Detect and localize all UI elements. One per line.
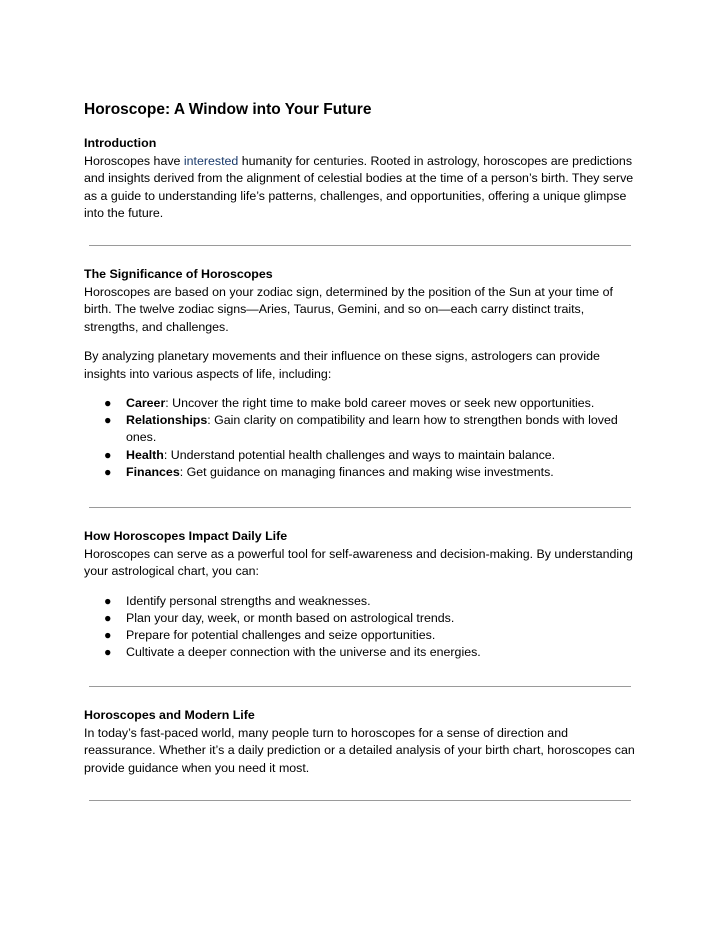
interested-link[interactable]: interested — [183, 153, 239, 168]
horizontal-divider — [89, 245, 631, 246]
item-desc: : Gain clarity on compatibility and learn how to strengthen bonds with loved ones. — [126, 413, 618, 445]
horizontal-divider — [89, 507, 631, 508]
bullet-icon: ● — [104, 645, 112, 660]
section-heading: Horoscopes and Modern Life — [84, 708, 255, 722]
item-text: Prepare for potential challenges and seize opportunities. — [126, 627, 436, 642]
bullet-icon: ● — [104, 627, 112, 642]
section-introduction — [84, 135, 640, 223]
item-text: Cultivate a deeper connection with the universe and its energies. — [126, 645, 481, 660]
bullet-icon: ● — [104, 610, 112, 625]
section-daily-life — [84, 528, 640, 661]
paragraph: Horoscopes are based on your zodiac sign, determined by the position of the Sun at your time of birth. The twelve zodiac signs—Aries, Taurus, Gemini, and so on—each carry distinct traits, strengths, and challenges. — [84, 284, 613, 334]
list-item — [84, 593, 640, 610]
intro-paragraph — [84, 153, 640, 223]
bullet-icon: ● — [104, 396, 112, 410]
list-item — [84, 644, 640, 661]
list-item — [84, 412, 640, 446]
bullet-icon: ● — [104, 464, 112, 479]
section-heading: How Horoscopes Impact Daily Life — [84, 529, 288, 543]
item-term: Health — [126, 447, 164, 462]
item-desc: : Get guidance on managing finances and making wise investments. — [179, 464, 554, 479]
item-desc: : Uncover the right time to make bold career moves or seek new opportunities. — [165, 396, 595, 410]
section-heading: The Significance of Horoscopes — [84, 267, 273, 281]
list-item — [84, 395, 640, 412]
bullet-icon: ● — [104, 447, 112, 462]
item-term: Relationships — [126, 413, 208, 428]
item-term: Career — [126, 396, 166, 410]
section-significance — [84, 266, 640, 481]
bullet-list — [84, 593, 640, 662]
item-text: Identify personal strengths and weaknesses. — [126, 593, 371, 608]
bullet-icon: ● — [104, 413, 112, 428]
item-term: Finances — [126, 464, 180, 479]
item-text: Plan your day, week, or month based on astrological trends. — [126, 610, 455, 625]
section-heading: Introduction — [84, 136, 157, 150]
horizontal-divider — [89, 686, 631, 687]
item-desc: : Understand potential health challenges and ways to maintain balance. — [163, 447, 556, 462]
list-item — [84, 447, 640, 464]
paragraph: Horoscopes can serve as a powerful tool for self-awareness and decision-making. By understanding your astrological chart, you can: — [84, 546, 633, 578]
intro-text-end: humanity for centuries. Rooted in astrology, horoscopes are predictions and insights derived from the alignment of celestial bodies at the time of a person’s birth. They serve as a guide to understanding life’s patterns, challenges, and opportunities, offering a unique glimpse into the future. — [84, 153, 634, 220]
paragraph: In today’s fast-paced world, many people turn to horoscopes for a sense of direction and reassurance. Whether it’s a daily prediction or a detailed analysis of your birth chart, horoscopes can provide guidance when you need it most. — [84, 725, 635, 775]
document-title: Horoscope: A Window into Your Future — [84, 101, 372, 118]
section-modern-life — [84, 707, 640, 777]
list-item — [84, 610, 640, 627]
bullet-list — [84, 395, 640, 481]
intro-text-start: Horoscopes have — [84, 153, 184, 168]
list-item — [84, 464, 640, 481]
horizontal-divider — [89, 800, 631, 801]
bullet-icon: ● — [104, 593, 112, 608]
list-item — [84, 627, 640, 644]
paragraph: By analyzing planetary movements and their influence on these signs, astrologers can provide insights into various aspects of life, including: — [84, 349, 600, 381]
